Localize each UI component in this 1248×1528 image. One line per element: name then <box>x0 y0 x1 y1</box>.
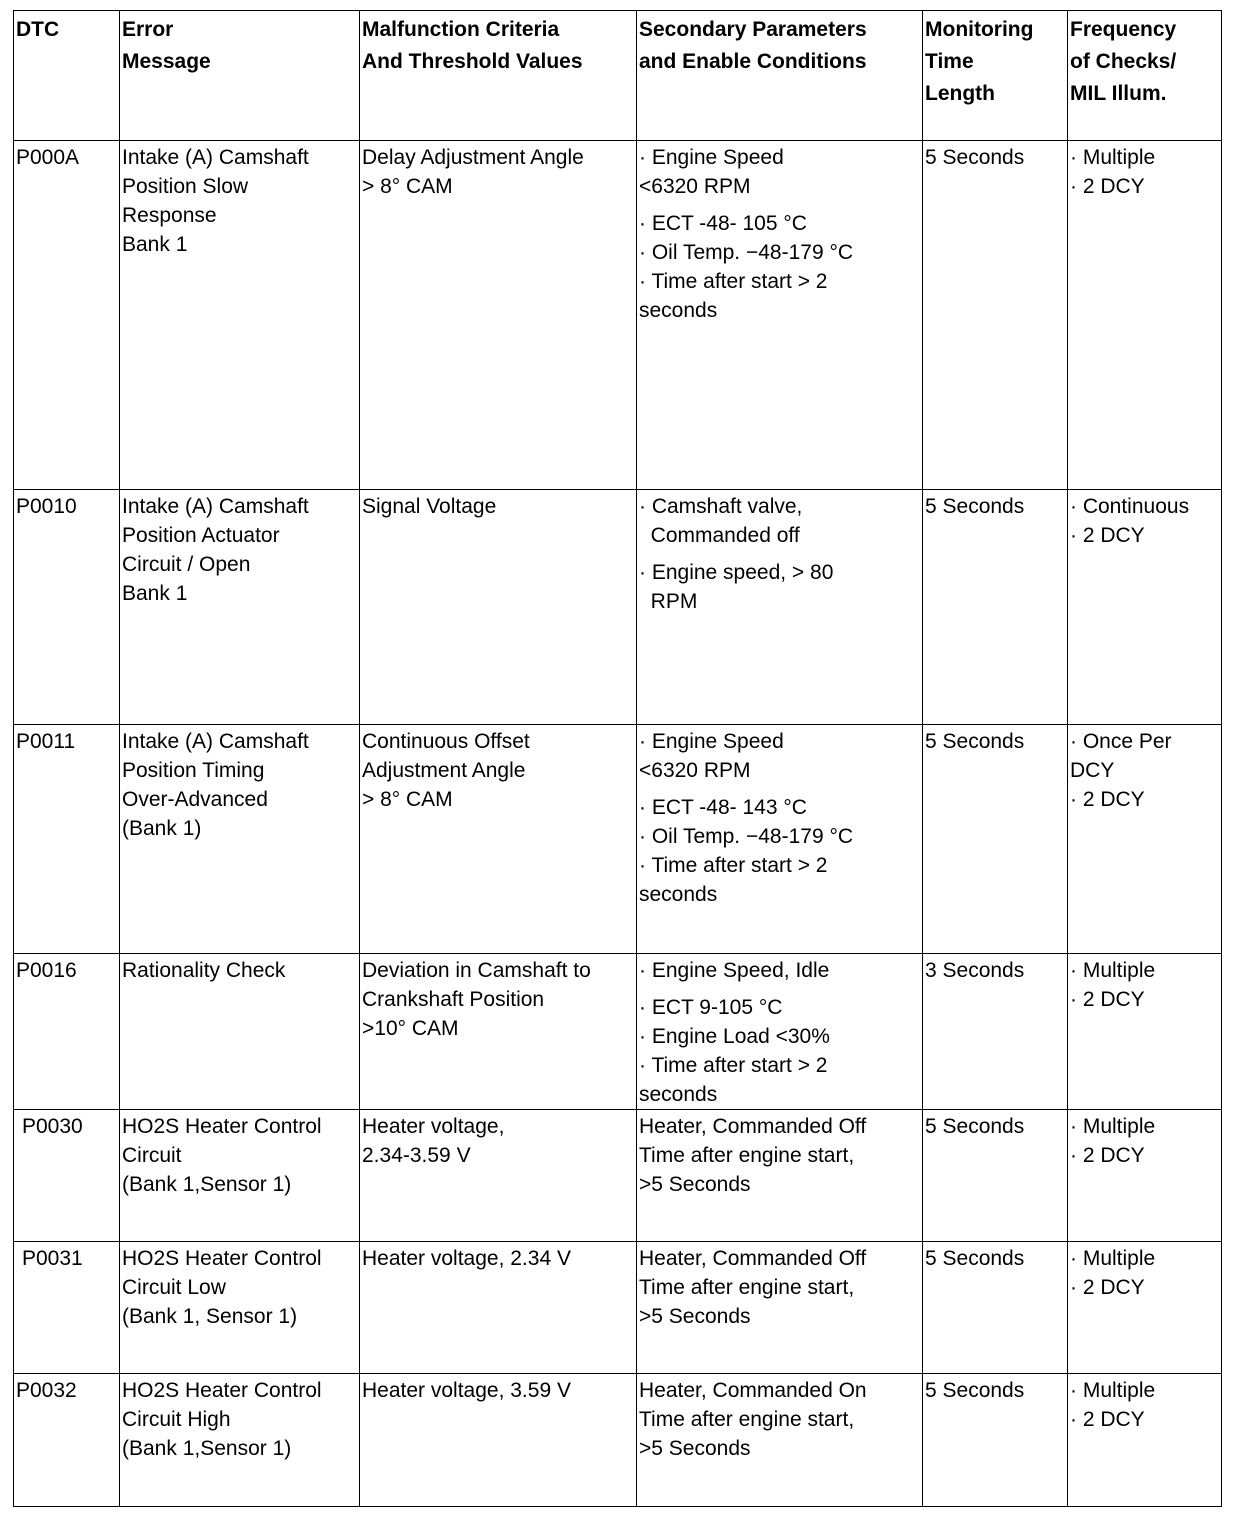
cell-line: P0011 <box>16 730 76 753</box>
cell-line: 5 Seconds <box>925 1379 1025 1402</box>
cell-message <box>120 954 360 1110</box>
cell-dtc <box>14 1110 120 1242</box>
cell-line: Bank 1 <box>122 582 188 605</box>
cell-line: (Bank 1, Sensor 1) <box>122 1305 298 1328</box>
cell-line: · Time after start > 2 <box>639 1054 828 1077</box>
cell-conditions <box>637 141 923 490</box>
cell-line: Circuit <box>122 1144 182 1167</box>
cell-line: Adjustment Angle <box>362 759 526 782</box>
cell-line: Malfunction Criteria <box>362 18 560 41</box>
cell-line: HO2S Heater Control <box>122 1379 322 1402</box>
cell-criteria <box>360 490 637 725</box>
cell-line: >5 Seconds <box>639 1305 751 1328</box>
cell-line: · Multiple <box>1070 1247 1156 1270</box>
cell-line: P000A <box>16 146 80 169</box>
cell-line: seconds <box>639 1083 718 1106</box>
cell-line: Circuit High <box>122 1408 231 1431</box>
cell-message <box>120 1242 360 1374</box>
cell-line: Time after engine start, <box>639 1276 855 1299</box>
cell-frequency <box>1068 490 1222 725</box>
cell-line: Heater voltage, 3.59 V <box>362 1379 571 1402</box>
cell-line: 3 Seconds <box>925 959 1025 982</box>
cell-line: Time after engine start, <box>639 1408 855 1431</box>
cell-line: · 2 DCY <box>1070 1144 1145 1167</box>
cell-line: · ECT -48- 105 °C <box>639 212 807 235</box>
cell-line: Rationality Check <box>122 959 286 982</box>
cell-line: Monitoring <box>925 18 1034 41</box>
cell-line: of Checks/ <box>1070 50 1177 73</box>
header-frequency <box>1068 11 1222 141</box>
cell-line: Intake (A) Camshaft <box>122 730 309 753</box>
table-row <box>14 1110 1222 1242</box>
cell-line: Message <box>122 50 211 73</box>
cell-line: Crankshaft Position <box>362 988 545 1011</box>
cell-line: · Engine Speed <box>639 730 784 753</box>
cell-line: · ECT -48- 143 °C <box>639 796 807 819</box>
cell-line: Continuous Offset <box>362 730 530 753</box>
header-secondary-parameters <box>637 11 923 141</box>
cell-line: HO2S Heater Control <box>122 1247 322 1270</box>
cell-criteria <box>360 1110 637 1242</box>
cell-time <box>923 1242 1068 1374</box>
cell-line: · Multiple <box>1070 1379 1156 1402</box>
cell-line: (Bank 1,Sensor 1) <box>122 1437 292 1460</box>
cell-line: · Engine Speed <box>639 146 784 169</box>
cell-dtc <box>14 725 120 954</box>
cell-line: <6320 RPM <box>639 175 751 198</box>
cell-frequency <box>1068 1110 1222 1242</box>
cell-time <box>923 1110 1068 1242</box>
cell-line: 5 Seconds <box>925 1247 1025 1270</box>
cell-line: · 2 DCY <box>1070 524 1145 547</box>
cell-line: · 2 DCY <box>1070 788 1145 811</box>
cell-line: Deviation in Camshaft to <box>362 959 591 982</box>
cell-line: Time after engine start, <box>639 1144 855 1167</box>
cell-line: >5 Seconds <box>639 1173 751 1196</box>
cell-line: Length <box>925 82 995 105</box>
cell-message <box>120 1374 360 1507</box>
cell-line: Commanded off <box>639 524 800 547</box>
cell-time <box>923 490 1068 725</box>
cell-dtc <box>14 954 120 1110</box>
cell-line: and Enable Conditions <box>639 50 867 73</box>
cell-frequency <box>1068 1374 1222 1507</box>
cell-line: · 2 DCY <box>1070 1276 1145 1299</box>
table-row <box>14 1242 1222 1374</box>
cell-line: (Bank 1,Sensor 1) <box>122 1173 292 1196</box>
cell-line: 5 Seconds <box>925 730 1025 753</box>
cell-line: Heater, Commanded On <box>639 1379 867 1402</box>
cell-line: · Multiple <box>1070 1115 1156 1138</box>
cell-line: Time <box>925 50 974 73</box>
cell-frequency <box>1068 1242 1222 1374</box>
cell-line: Position Timing <box>122 759 265 782</box>
cell-time <box>923 954 1068 1110</box>
cell-dtc <box>14 1242 120 1374</box>
cell-line: DCY <box>1070 759 1115 782</box>
cell-frequency <box>1068 725 1222 954</box>
cell-dtc <box>14 490 120 725</box>
cell-line: Position Slow <box>122 175 249 198</box>
cell-line: · Engine Load <30% <box>639 1025 830 1048</box>
cell-message <box>120 725 360 954</box>
cell-line: (Bank 1) <box>122 817 202 840</box>
cell-line: Heater, Commanded Off <box>639 1247 867 1270</box>
cell-line: P0032 <box>16 1379 77 1402</box>
cell-line: Circuit Low <box>122 1276 226 1299</box>
cell-line: P0016 <box>16 959 77 982</box>
cell-line: · Continuous <box>1070 495 1190 518</box>
cell-line: · Time after start > 2 <box>639 270 828 293</box>
cell-time <box>923 1374 1068 1507</box>
cell-message <box>120 1110 360 1242</box>
cell-line: · Engine Speed, Idle <box>639 959 830 982</box>
cell-line: · Oil Temp. −48-179 °C <box>639 241 854 264</box>
cell-conditions <box>637 1374 923 1507</box>
cell-line: Signal Voltage <box>362 495 497 518</box>
cell-criteria <box>360 1374 637 1507</box>
cell-conditions <box>637 1242 923 1374</box>
cell-line: Intake (A) Camshaft <box>122 146 309 169</box>
cell-message <box>120 141 360 490</box>
cell-criteria <box>360 725 637 954</box>
cell-frequency <box>1068 141 1222 490</box>
table-row <box>14 954 1222 1110</box>
table-row <box>14 725 1222 954</box>
dtc-table <box>13 10 1222 1507</box>
cell-line: > 8° CAM <box>362 788 453 811</box>
cell-line: Over-Advanced <box>122 788 268 811</box>
cell-line: · 2 DCY <box>1070 988 1145 1011</box>
cell-line: · Engine speed, > 80 <box>639 561 834 584</box>
header-dtc <box>14 11 120 141</box>
cell-line: And Threshold Values <box>362 50 583 73</box>
cell-dtc <box>14 141 120 490</box>
cell-line: HO2S Heater Control <box>122 1115 322 1138</box>
cell-criteria <box>360 954 637 1110</box>
cell-frequency <box>1068 954 1222 1110</box>
cell-conditions <box>637 725 923 954</box>
cell-line: P0031 <box>22 1247 83 1270</box>
cell-line: Position Actuator <box>122 524 280 547</box>
cell-line: MIL Illum. <box>1070 82 1167 105</box>
cell-line: · Oil Temp. −48-179 °C <box>639 825 854 848</box>
table-row <box>14 1374 1222 1507</box>
cell-line: Frequency <box>1070 18 1177 41</box>
cell-line: Circuit / Open <box>122 553 251 576</box>
cell-line: Heater voltage, 2.34 V <box>362 1247 571 1270</box>
cell-message <box>120 490 360 725</box>
cell-time <box>923 725 1068 954</box>
cell-line: Heater voltage, <box>362 1115 505 1138</box>
header-row <box>14 11 1222 141</box>
cell-line: 5 Seconds <box>925 146 1025 169</box>
cell-line: DTC <box>16 18 60 41</box>
cell-line: · ECT 9-105 °C <box>639 996 783 1019</box>
table-row <box>14 141 1222 490</box>
header-error-message <box>120 11 360 141</box>
cell-line: 2.34-3.59 V <box>362 1144 471 1167</box>
cell-line: Bank 1 <box>122 233 188 256</box>
cell-line: >10° CAM <box>362 1017 459 1040</box>
cell-line: · 2 DCY <box>1070 1408 1145 1431</box>
cell-line: Response <box>122 204 217 227</box>
header-monitoring-time <box>923 11 1068 141</box>
cell-criteria <box>360 141 637 490</box>
cell-line: seconds <box>639 883 718 906</box>
cell-line: RPM <box>639 590 698 613</box>
cell-conditions <box>637 1110 923 1242</box>
cell-conditions <box>637 954 923 1110</box>
cell-line: · Multiple <box>1070 146 1156 169</box>
cell-dtc <box>14 1374 120 1507</box>
cell-line: · Once Per <box>1070 730 1172 753</box>
cell-line: >5 Seconds <box>639 1437 751 1460</box>
cell-time <box>923 141 1068 490</box>
cell-line: P0030 <box>22 1115 83 1138</box>
cell-conditions <box>637 490 923 725</box>
cell-line: <6320 RPM <box>639 759 751 782</box>
cell-line: Error <box>122 18 174 41</box>
cell-line: Delay Adjustment Angle <box>362 146 584 169</box>
header-malfunction-criteria <box>360 11 637 141</box>
cell-line: > 8° CAM <box>362 175 453 198</box>
cell-line: seconds <box>639 299 718 322</box>
cell-line: 5 Seconds <box>925 1115 1025 1138</box>
cell-line: P0010 <box>16 495 77 518</box>
cell-line: 5 Seconds <box>925 495 1025 518</box>
cell-criteria <box>360 1242 637 1374</box>
table-row <box>14 490 1222 725</box>
cell-line: · 2 DCY <box>1070 175 1145 198</box>
cell-line: Intake (A) Camshaft <box>122 495 309 518</box>
cell-line: Secondary Parameters <box>639 18 867 41</box>
table-body <box>14 141 1222 1507</box>
cell-line: · Camshaft valve, <box>639 495 803 518</box>
cell-line: · Time after start > 2 <box>639 854 828 877</box>
cell-line: · Multiple <box>1070 959 1156 982</box>
cell-line: Heater, Commanded Off <box>639 1115 867 1138</box>
